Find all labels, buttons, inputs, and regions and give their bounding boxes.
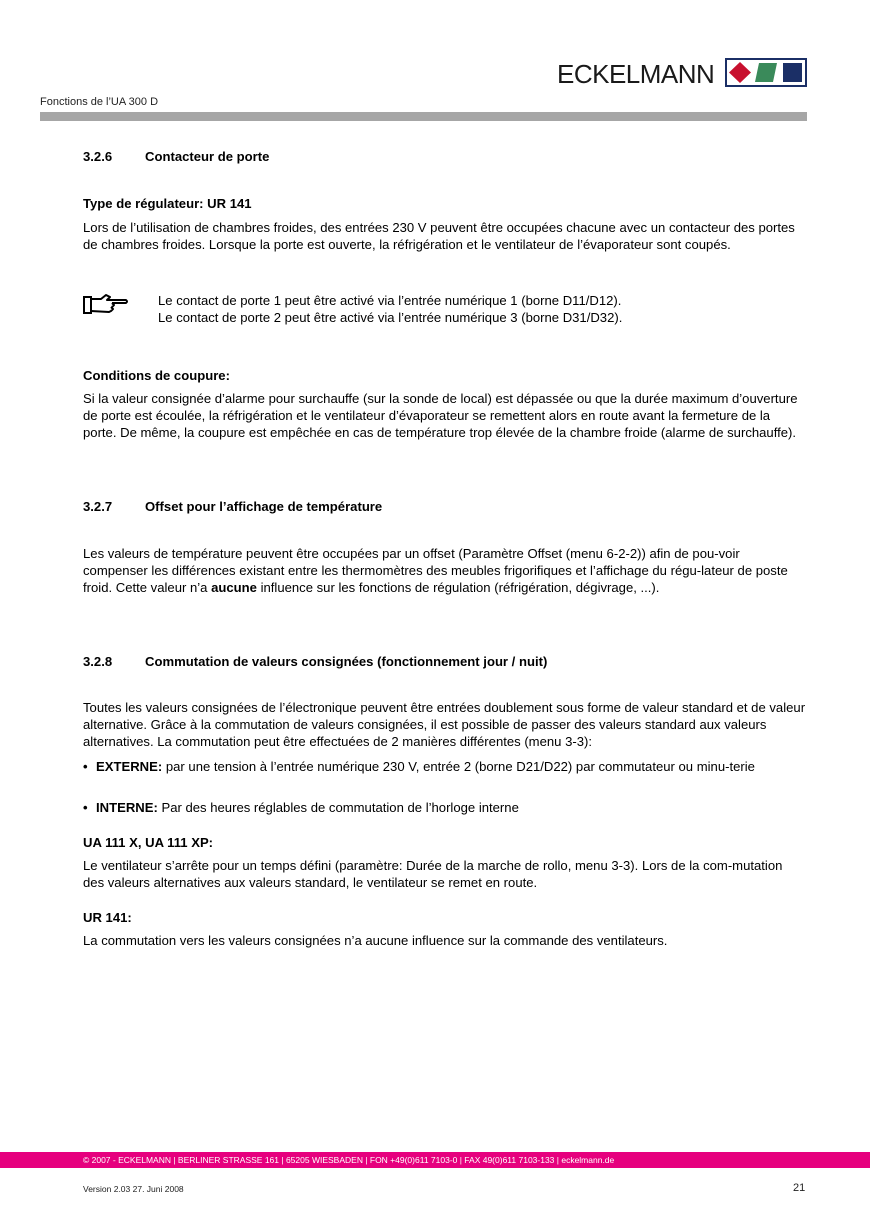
paragraph: Si la valeur consignée d’alarme pour surchauffe (sur la sonde de local) est dépassée ou que la durée maximum d’ouverture de porte est écoulée, la réfrigération et le ventilateur d’évaporateur se remettent alors en route avant la fermeture de la porte. De même, la coupure est empêchée en cas de température trop élevée de la chambre froide (alarme de surchauffe). <box>83 391 798 440</box>
paragraph: La commutation vers les valeurs consignées n’a aucune influence sur la commande des ventilateurs. <box>83 933 668 948</box>
page-number: 21 <box>793 1182 806 1194</box>
section-number: 3.2.7 <box>83 499 113 514</box>
section-heading-3-2-7 <box>83 498 807 515</box>
list-item: • INTERNE: Par des heures réglables de commutation de l’horloge interne <box>83 800 519 815</box>
note-line-1: Le contact de porte 1 peut être activé via l’entrée numérique 1 (borne D11/D12). <box>158 293 622 308</box>
section-title: Contacteur de porte <box>145 149 270 164</box>
version-info: Version 2.03 27. Juni 2008 <box>83 1184 184 1194</box>
subheading-conditions: Conditions de coupure: <box>83 368 230 383</box>
subheading-regulator-type: Type de régulateur: UR 141 <box>83 196 252 211</box>
paragraph: Toutes les valeurs consignées de l’électronique peuvent être entrées doublement sous forme de valeur standard et de valeur alternative. Grâce à la commutation de valeurs consignées, il est possible de passer des valeurs standard aux valeurs alternatives. La commutation peut être effectuées de 2 manières différentes (menu 3-3): <box>83 700 806 749</box>
subheading-ur141: UR 141: <box>83 910 132 925</box>
brand-logo-text: ECKELMANN <box>557 59 715 89</box>
paragraph: Les valeurs de température peuvent être occupées par un offset (Paramètre Offset (menu 6-2-2)) afin de pou-voir compenser les différences existant entre les thermomètres des meubles frigorifiques et l’affichage du régu-lateur de poste froid. Cette valeur n’a aucune influence sur les fonctions de régulation (réfrigération, dégivrage, ...). <box>83 546 788 595</box>
emphasis: aucune <box>211 580 257 595</box>
document-header-title: Fonctions de l’UA 300 D <box>40 96 159 108</box>
section-number: 3.2.6 <box>83 149 113 164</box>
bullet-label: EXTERNE: <box>96 759 163 774</box>
section-title: Commutation de valeurs consignées (fonctionnement jour / nuit) <box>145 654 548 669</box>
bullet-label: INTERNE: <box>96 800 158 815</box>
list-item: • EXTERNE: par une tension à l’entrée numérique 230 V, entrée 2 (borne D21/D22) par commutateur ou minu-terie <box>83 759 755 774</box>
section-number: 3.2.8 <box>83 654 113 669</box>
header-divider <box>40 112 807 121</box>
subheading-ua111: UA 111 X, UA 111 XP: <box>83 835 214 850</box>
paragraph: Lors de l’utilisation de chambres froides, des entrées 230 V peuvent être occupées chacune avec un contacteur des portes de chambres froides. Lorsque la porte est ouverte, la réfrigération et le ventilateur de l’évaporateur sont coupés. <box>83 220 795 252</box>
footer-contact: © 2007 - ECKELMANN | BERLINER STRASSE 161 | 65205 WIESBADEN | FON +49(0)611 7103-0 | FAX 49(0)611 7103-133 | eckelmann.de <box>83 1155 615 1165</box>
section-heading-3-2-8 <box>83 653 807 670</box>
section-heading-3-2-6 <box>83 148 807 165</box>
note-line-2: Le contact de porte 2 peut être activé via l’entrée numérique 3 (borne D31/D32). <box>158 310 623 325</box>
section-title: Offset pour l’affichage de température <box>145 499 383 514</box>
brand-logo-icon <box>725 58 807 87</box>
paragraph: Le ventilateur s’arrête pour un temps défini (paramètre: Durée de la marche de rollo, menu 3-3). Lors de la com-mutation des valeurs alternatives aux valeurs standard, le ventilateur se remet en route. <box>83 858 783 890</box>
pointing-hand-icon <box>82 292 130 323</box>
